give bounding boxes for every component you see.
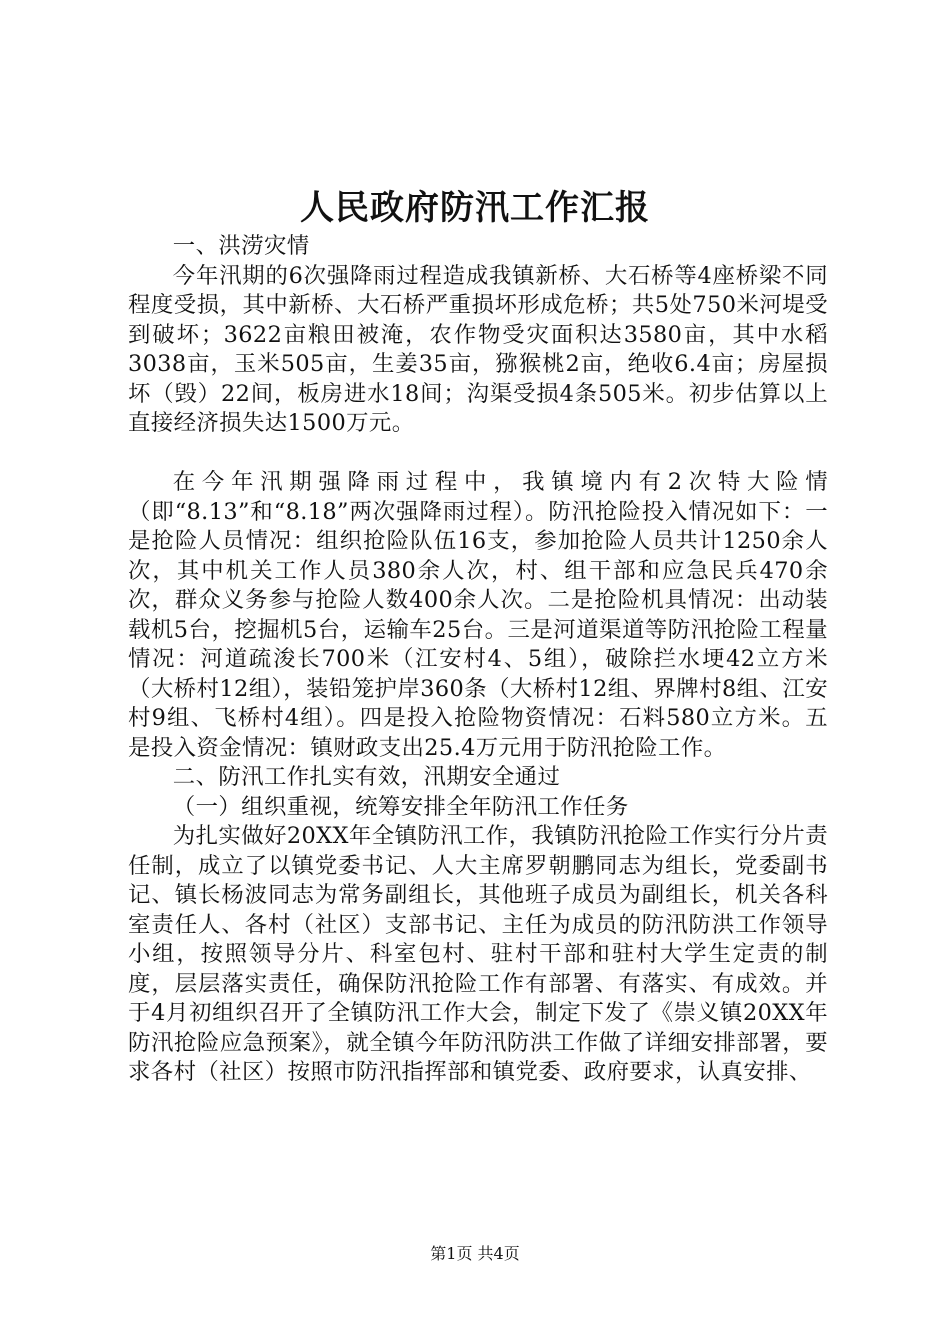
document-body (128, 232, 828, 1088)
paragraph-disaster-losses: 今年汛期的6次强降雨过程造成我镇新桥、大石桥等4座桥梁不同程度受损，其中新桥、大石桥严重损坏形成危桥；共5处750米河堤受到破坏；3622亩粮田被淹，农作物受灾面积达3580亩，其中水稻3038亩，玉米505亩，生姜35亩，猕猴桃2亩，绝收6.4亩；房屋损坏（毁）22间，板房进水18间；沟渠受损4条505米。初步估算以上直接经济损失达1500万元。 (128, 262, 828, 436)
subsection-heading-organization: （一）组织重视，统筹安排全年防汛工作任务 (172, 793, 629, 820)
section-heading-flood-disaster: 一、洪涝灾情 (172, 233, 310, 259)
section-heading-flood-work: 二、防汛工作扎实有效，汛期安全通过 (172, 764, 561, 790)
paragraph-rescue-input: 在今年汛期强降雨过程中，我镇境内有2次特大险情（即“8.13”和“8.18”两次强降雨过程）。防汛抢险投入情况如下：一是抢险人员情况：组织抢险队伍16支，参加抢险人员共计1250余人次，其中机关工作人员380余人次，村、组干部和应急民兵470余次，群众义务参与抢险人数400余人次。二是抢险机具情况：出动装载机5台，挖掘机5台，运输车25台。三是河道渠道等防汛抢险工程量情况：河道疏浚长700米（江安村4、5组），破除拦水埂42立方米（大桥村12组），装铅笼护岸360条（大桥村12组、界牌村8组、江安村9组、飞桥村4组）。四是投入抢险物资情况：石料580立方米。五是投入资金情况：镇财政支出25.4万元用于防汛抢险工作。 (128, 469, 828, 761)
document-title: 人民政府防汛工作汇报 (300, 188, 650, 228)
page-number-footer: 第1页 共4页 (430, 1244, 520, 1263)
paragraph-organization: 为扎实做好20XX年全镇防汛工作，我镇防汛抢险工作实行分片责任制，成立了以镇党委书记、人大主席罗朝鹏同志为组长，党委副书记、镇长杨波同志为常务副组长，其他班子成员为副组长，机关各科室责任人、各村（社区）支部书记、主任为成员的防汛防洪工作领导小组，按照领导分片、科室包村、驻村干部和驻村大学生定责的制度，层层落实责任，确保防汛抢险工作有部署、有落实、有成效。并于4月初组织召开了全镇防汛工作大会，制定下发了《崇义镇20XX年防汛抢险应急预案》，就全镇今年防汛防洪工作做了详细安排部署，要求各村（社区）按照市防汛指挥部和镇党委、政府要求，认真安排、 (128, 823, 828, 1085)
